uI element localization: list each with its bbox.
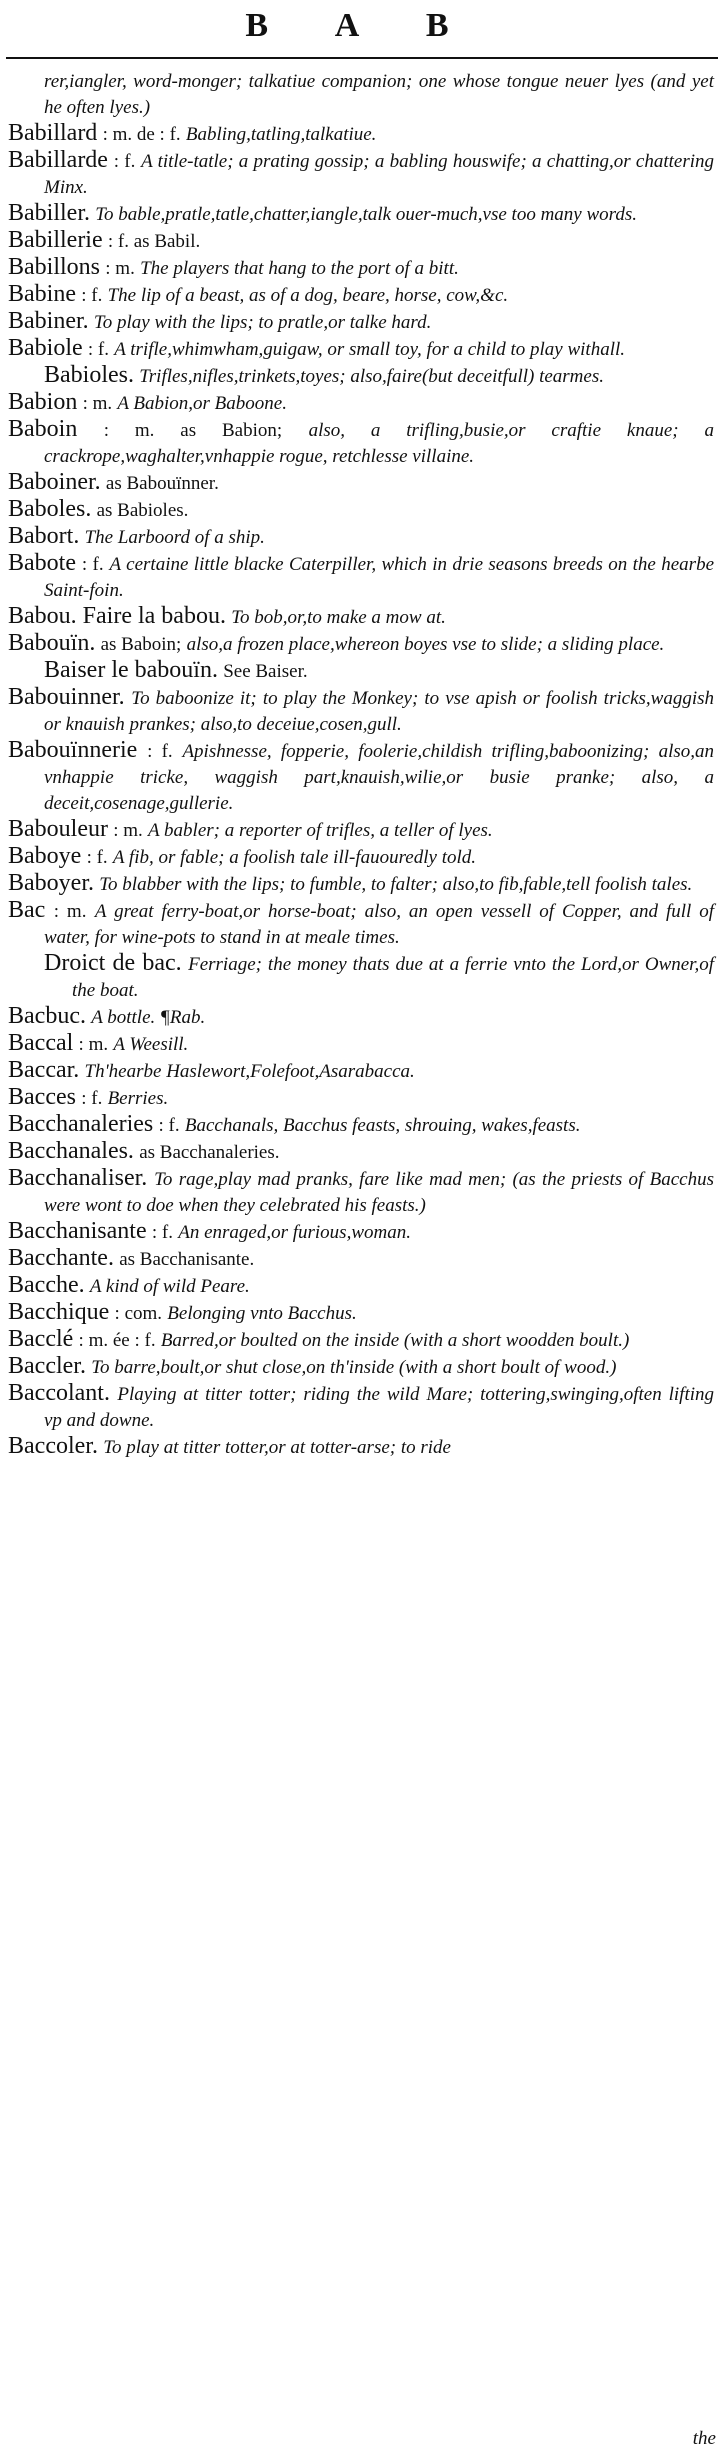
entry-headword: Bac bbox=[8, 897, 46, 923]
dictionary-entry bbox=[8, 148, 714, 200]
entry-headword: Bacchanaleries bbox=[8, 1111, 154, 1137]
entry-grammar: as Baboin; bbox=[100, 634, 182, 655]
dictionary-entry bbox=[8, 68, 714, 120]
entry-definition: To rage,play mad pranks, fare like mad men; (as the priests of Bacchus were wont to doe when they celebrated his feasts.) bbox=[44, 1169, 714, 1216]
entry-headword: Bacchanales. bbox=[8, 1138, 134, 1164]
entry-headword: Babouleur bbox=[8, 816, 108, 842]
dictionary-entry bbox=[8, 201, 714, 227]
entry-headword: Babote bbox=[8, 550, 76, 576]
entry-headword: Bacces bbox=[8, 1084, 76, 1110]
entry-definition: A trifle,whimwham,guigaw, or small toy, for a child to play withall. bbox=[114, 339, 626, 360]
entry-headword: Baccolant. bbox=[8, 1380, 110, 1406]
entry-grammar: : com. bbox=[114, 1303, 163, 1324]
dictionary-entry bbox=[8, 1246, 714, 1272]
entry-definition: also, a trifling,busie,or craftie knaue; a crackrope,waghalter,vnhappie rogue, retchlesse villaine. bbox=[44, 420, 714, 467]
dictionary-entry bbox=[8, 309, 714, 335]
entry-definition: Belonging vnto Bacchus. bbox=[167, 1303, 357, 1324]
entry-grammar: : f. bbox=[81, 285, 103, 306]
entry-grammar: as Babouïnner. bbox=[105, 473, 219, 494]
entry-definition: also,a frozen place,whereon boyes vse to slide; a sliding place. bbox=[186, 634, 665, 655]
entry-definition: A title-tatle; a prating gossip; a babling houswife; a chatting,or chattering Minx. bbox=[44, 151, 715, 198]
entry-list bbox=[8, 68, 714, 1461]
entry-headword: Baboles. bbox=[8, 496, 92, 522]
entry-definition: An enraged,or furious,woman. bbox=[178, 1222, 411, 1243]
dictionary-entry bbox=[8, 1004, 714, 1030]
dictionary-entry bbox=[8, 1031, 714, 1057]
entry-grammar: : m. bbox=[82, 393, 113, 414]
entry-headword: Baboin bbox=[8, 416, 78, 442]
dictionary-entry bbox=[8, 121, 714, 147]
dictionary-entry bbox=[8, 658, 714, 684]
entry-definition: To blabber with the lips; to fumble, to falter; also,to fib,fable,tell foolish tales. bbox=[99, 874, 693, 895]
entry-definition: To bable,pratle,tatle,chatter,iangle,talk ouer-much,vse too many words. bbox=[95, 204, 637, 225]
header-rule bbox=[6, 57, 718, 59]
entry-definition: To play with the lips; to pratle,or talke hard. bbox=[93, 312, 432, 333]
entry-headword: Babiole bbox=[8, 335, 83, 361]
dictionary-entry bbox=[8, 1166, 714, 1218]
dictionary-entry bbox=[8, 1327, 714, 1353]
entry-headword: Babiner. bbox=[8, 308, 89, 334]
entry-headword: Droict de bac. bbox=[44, 950, 182, 976]
dictionary-entry bbox=[8, 417, 714, 469]
dictionary-entry bbox=[8, 685, 714, 737]
entry-definition: To baboonize it; to play the Monkey; to vse apish or foolish tricks,waggish or knauish prankes; also,to deceiue,cosen,gull. bbox=[44, 688, 714, 735]
entry-definition: The Larboord of a ship. bbox=[84, 527, 265, 548]
entry-definition: A babler; a reporter of trifles, a teller of lyes. bbox=[148, 820, 493, 841]
dictionary-entry bbox=[8, 871, 714, 897]
entry-definition: A bottle. ¶Rab. bbox=[91, 1007, 206, 1028]
entry-grammar: : m. bbox=[78, 1034, 109, 1055]
entry-headword: Babiller. bbox=[8, 200, 90, 226]
entry-grammar: : f. bbox=[147, 741, 173, 762]
dictionary-entry bbox=[8, 604, 714, 630]
dictionary-entry bbox=[8, 470, 714, 496]
dictionary-entry bbox=[8, 363, 714, 389]
entry-definition: A kind of wild Peare. bbox=[89, 1276, 250, 1297]
dictionary-entry bbox=[8, 1219, 714, 1245]
entry-headword: Babouïnnerie bbox=[8, 737, 138, 763]
dictionary-entry bbox=[8, 631, 714, 657]
entry-definition: The players that hang to the port of a bitt. bbox=[140, 258, 459, 279]
entry-grammar: : f. bbox=[113, 151, 136, 172]
entry-definition: Barred,or boulted on the inside (with a short woodden boult.) bbox=[160, 1330, 630, 1351]
dictionary-entry bbox=[8, 228, 714, 254]
entry-definition: A certaine little blacke Caterpiller, which in drie seasons breeds on the hearbe Saint-foin. bbox=[44, 554, 715, 601]
dictionary-entry bbox=[8, 1273, 714, 1299]
entry-headword: Bacchique bbox=[8, 1299, 110, 1325]
entry-headword: Bacclé bbox=[8, 1326, 74, 1352]
dictionary-entry bbox=[8, 1354, 714, 1380]
entry-headword: Baiser le babouïn. bbox=[44, 657, 218, 683]
entry-headword: Babou. Faire la babou. bbox=[8, 603, 226, 629]
entry-grammar: See Baiser. bbox=[223, 661, 308, 682]
entry-headword: Babillarde bbox=[8, 147, 108, 173]
entry-headword: Bacchante. bbox=[8, 1245, 114, 1271]
entry-headword: Baboiner. bbox=[8, 469, 101, 495]
entry-headword: Bacchanaliser. bbox=[8, 1165, 148, 1191]
entry-grammar: : m. bbox=[53, 901, 87, 922]
entry-headword: Baccar. bbox=[8, 1057, 80, 1083]
entry-grammar: : f. bbox=[158, 1115, 180, 1136]
dictionary-entry bbox=[8, 951, 714, 1003]
entry-headword: Baccler. bbox=[8, 1353, 86, 1379]
dictionary-entry bbox=[8, 390, 714, 416]
entry-grammar: : f. bbox=[87, 339, 110, 360]
dictionary-entry bbox=[8, 1112, 714, 1138]
entry-definition: A fib, or fable; a foolish tale ill-fauouredly told. bbox=[112, 847, 477, 868]
entry-definition: A Babion,or Baboone. bbox=[117, 393, 287, 414]
entry-headword: Baboyer. bbox=[8, 870, 94, 896]
entry-headword: Baccal bbox=[8, 1030, 74, 1056]
dictionary-entry bbox=[8, 1434, 714, 1460]
entry-definition: The lip of a beast, as of a dog, beare, horse, cow,&c. bbox=[107, 285, 509, 306]
entry-definition: Ferriage; the money thats due at a ferrie vnto the Lord,or Owner,of the boat. bbox=[72, 954, 714, 1001]
dictionary-entry bbox=[8, 1058, 714, 1084]
entry-headword: Babouïn. bbox=[8, 630, 96, 656]
entry-definition: A great ferry-boat,or horse-boat; also, an open vessell of Copper, and full of water, for wine-pots to stand in at meale times. bbox=[44, 901, 714, 948]
dictionary-entry bbox=[8, 255, 714, 281]
dictionary-entry bbox=[8, 1381, 714, 1433]
dictionary-entry bbox=[8, 1085, 714, 1111]
entry-headword: Babort. bbox=[8, 523, 80, 549]
entry-definition: Bacchanals, Bacchus feasts, shrouing, wakes,feasts. bbox=[184, 1115, 581, 1136]
entry-definition: Berries. bbox=[107, 1088, 169, 1109]
entry-grammar: : m. as Babion; bbox=[103, 420, 283, 441]
entry-grammar: : f. bbox=[86, 847, 108, 868]
entry-headword: Babillerie bbox=[8, 227, 103, 253]
dictionary-entry bbox=[8, 336, 714, 362]
entry-headword: Bacche. bbox=[8, 1272, 85, 1298]
catchword: the bbox=[692, 2428, 716, 2449]
entry-grammar: : m. de : f. bbox=[102, 124, 181, 145]
entry-headword: Babioles. bbox=[44, 362, 134, 388]
entry-headword: Babine bbox=[8, 281, 76, 307]
dictionary-entry bbox=[8, 898, 714, 950]
entry-grammar: : f. bbox=[151, 1222, 173, 1243]
entry-headword: Babillons bbox=[8, 254, 101, 280]
entry-grammar: : m. bbox=[105, 258, 135, 279]
entry-headword: Babouinner. bbox=[8, 684, 125, 710]
dictionary-entry bbox=[8, 1300, 714, 1326]
entry-headword: Baccoler. bbox=[8, 1433, 98, 1459]
dictionary-entry bbox=[8, 738, 714, 816]
entry-grammar: : m. bbox=[113, 820, 143, 841]
entry-definition: To play at titter totter,or at totter-arse; to ride bbox=[103, 1437, 451, 1458]
entry-definition: Trifles,nifles,trinkets,toyes; also,faire(but deceitfull) tearmes. bbox=[139, 366, 604, 387]
entry-headword: Baboye bbox=[8, 843, 82, 869]
dictionary-entry bbox=[8, 817, 714, 843]
entry-definition: A Weesill. bbox=[113, 1034, 189, 1055]
entry-grammar: as Bacchanisante. bbox=[119, 1249, 255, 1270]
entry-grammar: as Bacchanaleries. bbox=[139, 1142, 280, 1163]
dictionary-entry bbox=[8, 497, 714, 523]
entry-definition: Th'hearbe Haslewort,Folefoot,Asarabacca. bbox=[84, 1061, 415, 1082]
entry-definition: rer,iangler, word-monger; talkatiue companion; one whose tongue neuer lyes (and yet he often lyes.) bbox=[44, 71, 714, 118]
entry-grammar: : m. ée : f. bbox=[78, 1330, 156, 1351]
entry-headword: Babion bbox=[8, 389, 78, 415]
entry-definition: Apishnesse, fopperie, foolerie,childish trifling,baboonizing; also,an vnhappie tricke, waggish part,knauish,wilie,or busie pranke; also, a deceit,cosenage,gullerie. bbox=[44, 741, 714, 814]
entry-grammar: : f. as Babil. bbox=[107, 231, 201, 252]
entry-grammar: as Babioles. bbox=[96, 500, 189, 521]
page-header: B A B bbox=[245, 7, 479, 44]
entry-headword: Bacbuc. bbox=[8, 1003, 86, 1029]
entry-definition: To bob,or,to make a mow at. bbox=[231, 607, 446, 628]
entry-definition: To barre,boult,or shut close,on th'inside (with a short boult of wood.) bbox=[91, 1357, 617, 1378]
entry-definition: Playing at titter totter; riding the wild Mare; tottering,swinging,often lifting vp and downe. bbox=[44, 1384, 715, 1431]
entry-grammar: : f. bbox=[81, 554, 104, 575]
entry-grammar: : f. bbox=[81, 1088, 103, 1109]
entry-definition: Babling,tatling,talkatiue. bbox=[185, 124, 377, 145]
dictionary-entry bbox=[8, 551, 714, 603]
dictionary-entry bbox=[8, 1139, 714, 1165]
dictionary-entry bbox=[8, 844, 714, 870]
entry-headword: Babillard bbox=[8, 120, 98, 146]
entry-headword: Bacchanisante bbox=[8, 1218, 147, 1244]
dictionary-entry bbox=[8, 524, 714, 550]
dictionary-entry bbox=[8, 282, 714, 308]
